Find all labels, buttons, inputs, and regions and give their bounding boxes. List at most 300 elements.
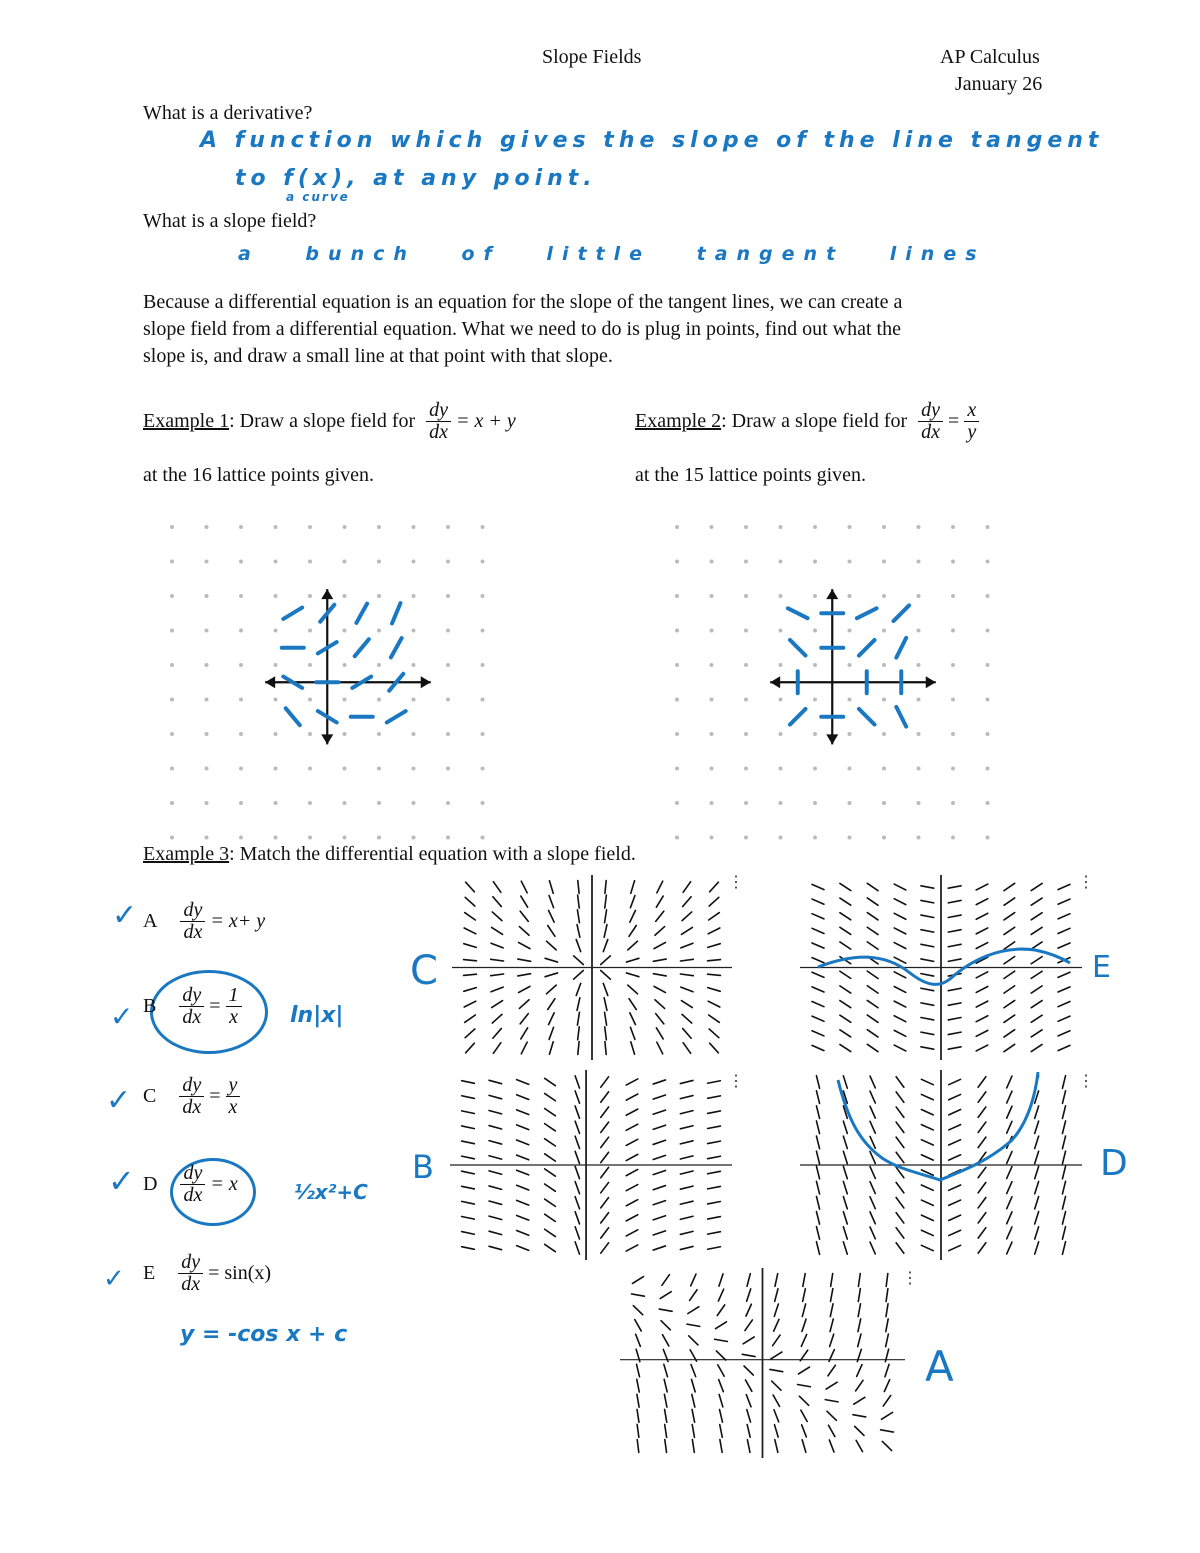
graph-b-slope-mark [653,1201,665,1205]
graph-b-slope-mark [462,1126,475,1129]
graph-c-slope-mark [683,1028,692,1038]
graph-e-slope-mark [1031,1030,1042,1037]
graph-c-slope-mark [654,986,665,992]
graph-b-slope-mark [626,1215,637,1221]
example1-lattice-dot [308,629,312,633]
example2-lattice-dot [882,594,886,598]
graph-c-slope-mark [578,1027,580,1040]
example1-lattice-dot [343,767,347,771]
graph-a-slope-mark [802,1425,807,1437]
example1-lattice-dot [481,560,485,564]
example2-lattice-dot [917,560,921,564]
example1-x-arrow-left [265,676,275,688]
graph-b-slope-mark [653,1080,665,1084]
example2-lattice-dot [779,525,783,529]
graph-d-slope-mark [870,1182,875,1194]
example1-num: dy [426,400,451,422]
graph-a-slope-mark [886,1274,888,1287]
graph-c-slope-mark [630,1027,635,1039]
example1-lattice-dot [170,698,174,702]
graph-a-slope-mark [746,1395,751,1407]
graph-a-slope-mark [664,1379,667,1392]
intro-line-3: slope is, and draw a small line at that point with that slope. [143,345,613,367]
graph-c-slope-mark [574,956,584,965]
graph-a-slope-mark [719,1274,723,1286]
slope-field-graph-d [800,1070,1082,1260]
graph-a-slope-mark [858,1334,861,1347]
option-c-rhs-num: y [226,1075,241,1097]
example2-lattice-dot [744,525,748,529]
graph-e-slope-mark [840,986,851,993]
example2-lattice-dot [986,663,990,667]
graph-d-slope-mark [896,1092,904,1102]
graph-b-slope-mark [517,1080,529,1085]
graph-e-menu-icon[interactable]: ⋮ [1078,874,1094,891]
graph-b-slope-mark [517,1095,529,1100]
graph-a-slope-mark [857,1365,862,1377]
option-b-fraction [179,985,204,1028]
graph-a-slope-mark [886,1289,888,1302]
graph-e-slope-mark [867,971,878,978]
example1-lattice-dot [343,525,347,529]
graph-c-slope-mark [631,1042,635,1054]
graph-c-slope-mark [549,881,553,893]
example2-lattice-dot [779,663,783,667]
graph-d-slope-mark [1035,1181,1039,1193]
graph-a-slope-mark [882,1441,891,1450]
graph-c-slope-mark [493,882,501,893]
graph-c-slope-mark [547,985,557,994]
graph-d-slope-mark [1035,1121,1039,1133]
graph-e-slope-mark [921,974,934,976]
graph-c-slope-mark [626,958,638,962]
graph-e-slope-mark [921,988,934,990]
graph-d-slope-mark [843,1197,847,1209]
graph-b-slope-mark [680,1216,693,1219]
graph-a-slope-mark [858,1304,860,1317]
graph-a-slope-mark [660,1292,671,1299]
graph-c-slope-mark [709,1029,719,1038]
graph-a-slope-mark [665,1409,667,1422]
example2-lattice-dot [986,801,990,805]
graph-e-slope-mark [1031,1015,1042,1022]
graph-a-slope-mark [637,1394,639,1407]
example2-lattice-dot [882,663,886,667]
graph-e-slope-mark [976,1001,988,1007]
example1-tangent-mark [286,708,300,725]
graph-e-slope-mark [976,1030,988,1036]
graph-a-slope-mark [635,1320,641,1331]
option-d-check-icon: ✓ [108,1162,135,1200]
example1-tangent-mark [387,711,406,722]
graph-c-slope-mark [464,944,476,948]
graph-b-slope-mark [462,1111,475,1114]
graph-d-slope-mark [1062,1181,1065,1194]
example3-label: Example 3 [143,843,230,865]
option-a-den: dx [183,921,203,943]
graph-c-slope-mark [493,897,502,907]
example1-lattice-dot [239,560,243,564]
example1-tangent-mark [283,608,302,619]
graph-d-slope-mark [978,1182,986,1192]
graph-d-slope-mark [843,1121,847,1133]
graph-e-slope-mark [840,971,851,978]
graph-d-slope-mark [870,1212,875,1224]
graph-d-slope-mark [896,1137,904,1147]
example2-lattice-dot [813,629,817,633]
example2-lattice-dot [813,594,817,598]
example2-lattice-dot [744,767,748,771]
graph-e-slope-mark [976,899,988,905]
graph-c-slope-mark [577,910,579,923]
example2-lattice-dot [710,560,714,564]
graph-d-slope-mark [896,1107,904,1117]
graph-c-slope-mark [626,973,638,977]
example2-lattice-dot [882,836,886,840]
graph-d-menu-icon[interactable]: ⋮ [1078,1073,1094,1090]
graph-b-label: B [412,1148,434,1186]
graph-c-slope-mark [680,974,693,976]
graph-c-slope-mark [464,974,477,975]
example2-lattice-dot [848,525,852,529]
example1-lattice-dot [412,732,416,736]
graph-d-slope-mark [978,1122,986,1132]
graph-a-slope-mark [637,1424,639,1437]
graph-d-slope-mark [1035,1151,1039,1163]
graph-a-slope-mark [774,1304,778,1316]
graph-a-slope-mark [747,1289,751,1301]
graph-c-slope-mark [519,1000,529,1009]
example2-lattice-dot [917,698,921,702]
example2-lattice-dot [675,698,679,702]
example2-heading [635,400,979,443]
graph-c-slope-mark [464,988,476,992]
graph-b-slope-mark [708,1111,721,1113]
graph-c-slope-mark [491,974,504,976]
example1-lattice-dot [481,629,485,633]
graph-d-slope-mark [1007,1167,1012,1179]
graph-b-slope-mark [462,1186,475,1189]
graph-e-slope-mark [812,1031,824,1036]
graph-a-slope-mark [692,1394,695,1407]
graph-d-slope-mark [1062,1091,1065,1104]
graph-d-slope-mark [870,1167,875,1179]
graph-e-slope-mark [894,972,906,978]
graph-e-slope-mark [1004,971,1015,978]
graph-b-slope-mark [545,1214,556,1221]
example2-lattice-dot [675,767,679,771]
graph-d-slope-mark [1062,1242,1065,1255]
graph-a-slope-mark [830,1334,834,1346]
graph-b-slope-mark [489,1126,502,1129]
option-c-rhs-den: x [228,1096,238,1118]
example2-lattice-dot [848,836,852,840]
graph-d-slope-mark [1062,1227,1065,1240]
example1-prompt: : Draw a slope field for [229,410,416,432]
graph-e-slope-mark [812,972,824,977]
graph-d-slope-mark [921,1245,933,1250]
graph-c-slope-mark [653,974,666,976]
graph-c-slope-mark [578,881,579,894]
graph-c-slope-mark [577,1012,579,1025]
graph-a-slope-mark [692,1409,695,1422]
example1-lattice-dot [343,629,347,633]
example1-lattice-dot [446,732,450,736]
graph-a-slope-mark [774,1319,779,1331]
graph-a-slope-mark [854,1397,865,1404]
graph-b-slope-mark [653,1186,665,1190]
graph-b-slope-mark [489,1246,502,1249]
example2-lattice-dot [848,663,852,667]
graph-a-slope-mark [801,1334,806,1346]
graph-a-slope-mark [747,1425,750,1438]
option-c [143,1075,240,1118]
graph-d-slope-mark [870,1091,875,1103]
example2-label: Example 2 [635,410,722,432]
graph-d-slope-mark [1062,1166,1065,1179]
option-a-rhs: = x+ y [210,910,266,932]
graph-b-slope-mark [575,1121,579,1133]
graph-d-slope-mark [816,1076,819,1089]
graph-a-slope-mark [802,1440,806,1452]
graph-e-slope-mark [948,944,961,946]
option-b-note: ln|x| [290,1003,344,1028]
graph-c-slope-mark [465,1029,475,1038]
graph-b-slope-mark [517,1110,529,1115]
graph-c-slope-mark [521,1042,527,1054]
graph-a-slope-mark [720,1440,722,1453]
graph-e-slope-mark [948,900,961,902]
example2-lattice-dot [848,698,852,702]
graph-b-slope-mark [575,1166,579,1178]
graph-a-slope-mark [664,1364,668,1376]
option-b-den: dx [182,1006,202,1028]
example2-lattice-dot [675,594,679,598]
graph-a-slope-mark [690,1290,697,1301]
graph-e-slope-mark [1031,1044,1042,1051]
graph-b-slope-mark [626,1169,637,1175]
option-e-check-icon: ✓ [103,1264,125,1294]
graph-e-slope-mark [812,1002,824,1007]
graph-b-slope-mark [489,1110,502,1113]
graph-c-slope-mark [683,1043,691,1054]
graph-e-slope-mark [921,915,934,917]
example2-lattice-dot [779,801,783,805]
graph-e-slope-mark [867,1030,878,1037]
graph-d-slope-mark [949,1185,961,1190]
graph-e-slope-mark [812,884,824,889]
graph-a-slope-mark [775,1274,778,1287]
option-b [143,985,242,1028]
example1-x-arrow-right [421,676,431,688]
graph-d-slope-mark [816,1166,819,1179]
example1-fraction [426,400,451,443]
example1-lattice-dot [377,560,381,564]
example1-lattice-dot [205,560,209,564]
graph-d-slope-mark [978,1077,986,1087]
option-e [143,1252,271,1295]
graph-c-slope-mark [549,1042,553,1054]
graph-d-slope-mark [816,1227,819,1240]
graph-b-menu-icon[interactable]: ⋮ [728,1073,744,1090]
graph-b-slope-mark [708,1201,721,1203]
graph-c-slope-mark [549,1027,554,1039]
example1-rhs: = x + y [456,410,516,432]
graph-c-slope-mark [655,927,665,936]
graph-b-slope-mark [575,1227,579,1239]
example1-lattice-dot [239,801,243,805]
graph-c-slope-mark [549,1013,555,1025]
example1-lattice-dot [377,698,381,702]
example2-lattice-dot [848,629,852,633]
graph-c-slope-mark [577,998,580,1011]
graph-c-slope-mark [521,896,528,907]
graph-c-slope-mark [709,897,719,906]
example1-tangent-mark [356,604,367,623]
graph-b-slope-mark [517,1246,529,1251]
graph-a-slope-mark [775,1440,778,1453]
example1-lattice-dot [170,767,174,771]
graph-e-slope-mark [812,899,824,904]
graph-a-slope-mark [665,1440,667,1453]
graph-e-slope-mark [867,1044,878,1051]
graph-d-slope-mark [896,1198,904,1208]
example2-lattice-dot [882,732,886,736]
graph-b-slope-mark [708,1156,721,1158]
graph-b-slope-mark [601,1228,609,1238]
graph-d-slope-mark [949,1094,961,1099]
example2-lattice-dot [675,801,679,805]
example1-lattice-dot [170,560,174,564]
example2-lattice-dot [744,594,748,598]
option-d-letter: D [143,1173,158,1195]
graph-b-slope-mark [489,1201,502,1204]
graph-d-slope-mark [896,1077,904,1087]
example1-lattice-dot [377,594,381,598]
graph-c-slope-mark [655,1000,665,1009]
graph-c-menu-icon[interactable]: ⋮ [728,874,744,891]
example2-lattice-dot [779,594,783,598]
example2-fraction-rhs [964,400,979,443]
graph-b-slope-mark [601,1122,609,1132]
graph-a-slope-mark [719,1409,722,1422]
example2-lattice-dot [675,629,679,633]
graph-e-slope-mark [1031,913,1042,920]
example1-lattice-dot [274,767,278,771]
example2-tangent-mark [859,709,875,725]
example2-tangent-mark [893,605,909,621]
example1-lattice-dot [274,560,278,564]
example1-lattice-dot [377,525,381,529]
graph-c-slope-mark [492,912,502,921]
graph-c-slope-mark [605,1042,606,1055]
graph-a-slope-mark [659,1309,672,1311]
example2-lattice-dot [675,836,679,840]
example2-tangent-mark [790,640,806,656]
graph-c-slope-mark [491,959,504,961]
graph-c-slope-mark [519,942,530,948]
graph-d-slope-mark [921,1155,933,1160]
graph-e-slope-mark [812,943,824,948]
graph-b-slope-mark [626,1154,637,1160]
graph-e-slope-mark [1004,1030,1015,1037]
graph-e-slope-mark [948,1003,961,1005]
graph-e-slope-mark [840,1001,851,1008]
example1-lattice-dot [274,629,278,633]
option-c-check-icon: ✓ [106,1083,132,1118]
graph-e-slope-mark [840,898,851,905]
graph-c-slope-mark [630,910,636,922]
example1-lattice-dot [343,836,347,840]
graph-b-slope-mark [626,1109,637,1115]
graph-d-slope-mark [870,1106,875,1118]
graph-c-slope-mark [521,1028,528,1039]
graph-e-slope-mark [894,1016,906,1022]
graph-c-slope-mark [545,958,557,962]
graph-c-slope-mark [519,927,529,936]
graph-a-slope-mark [719,1394,723,1406]
example1-heading [143,400,516,443]
graph-d-slope-mark [1062,1136,1065,1149]
graph-d-solution-curve [838,1072,1038,1180]
graph-a-slope-mark [632,1294,645,1296]
graph-b-slope-mark [489,1171,502,1174]
graph-d-slope-mark [1062,1212,1065,1225]
graph-a-slope-mark [689,1336,698,1345]
example1-lattice-dot [481,525,485,529]
graph-e-slope-mark [1031,957,1042,964]
graph-e-slope-mark [867,913,878,920]
graph-e-slope-mark [894,1001,906,1007]
example1-lattice-dot [205,629,209,633]
graph-e-slope-mark [812,928,824,933]
graph-c-slope-mark [708,974,721,975]
graph-a-menu-icon[interactable]: ⋮ [902,1270,918,1287]
graph-a-slope-mark [662,1335,668,1346]
graph-b-slope-mark [462,1216,475,1219]
example2-lattice-dot [813,698,817,702]
graph-e-slope-mark [976,986,988,992]
graph-c-slope-mark [548,999,555,1010]
option-d-fraction [180,1163,205,1206]
graph-e-slope-mark [948,1047,961,1049]
graph-a-slope-mark [664,1394,667,1407]
graph-d-slope-mark [1007,1076,1012,1088]
example1-lattice-dot [205,698,209,702]
option-e-letter: E [143,1262,156,1284]
graph-e-slope-mark [1004,898,1015,905]
graph-e-slope-mark [1031,883,1042,890]
graph-b-slope-mark [601,1152,609,1162]
graph-a-slope-mark [636,1334,641,1346]
example1-lattice-dot [239,594,243,598]
example1-lattice-dot [446,836,450,840]
graph-e-slope-mark [1058,1045,1070,1050]
example1-lattice-dot [446,698,450,702]
example2-equals: = [948,410,960,432]
graph-d-slope-mark [921,1125,933,1130]
example2-lattice-dot [986,560,990,564]
graph-d-slope-mark [1035,1212,1039,1224]
example2-lattice-dot [917,732,921,736]
graph-c-slope-mark [656,911,664,921]
graph-a-slope-mark [691,1379,695,1391]
graph-d-slope-mark [816,1212,819,1225]
graph-e-slope-mark [867,986,878,993]
example2-lattice-dot [848,767,852,771]
graph-b-slope-mark [601,1137,609,1147]
graph-d-slope-mark [896,1122,904,1132]
